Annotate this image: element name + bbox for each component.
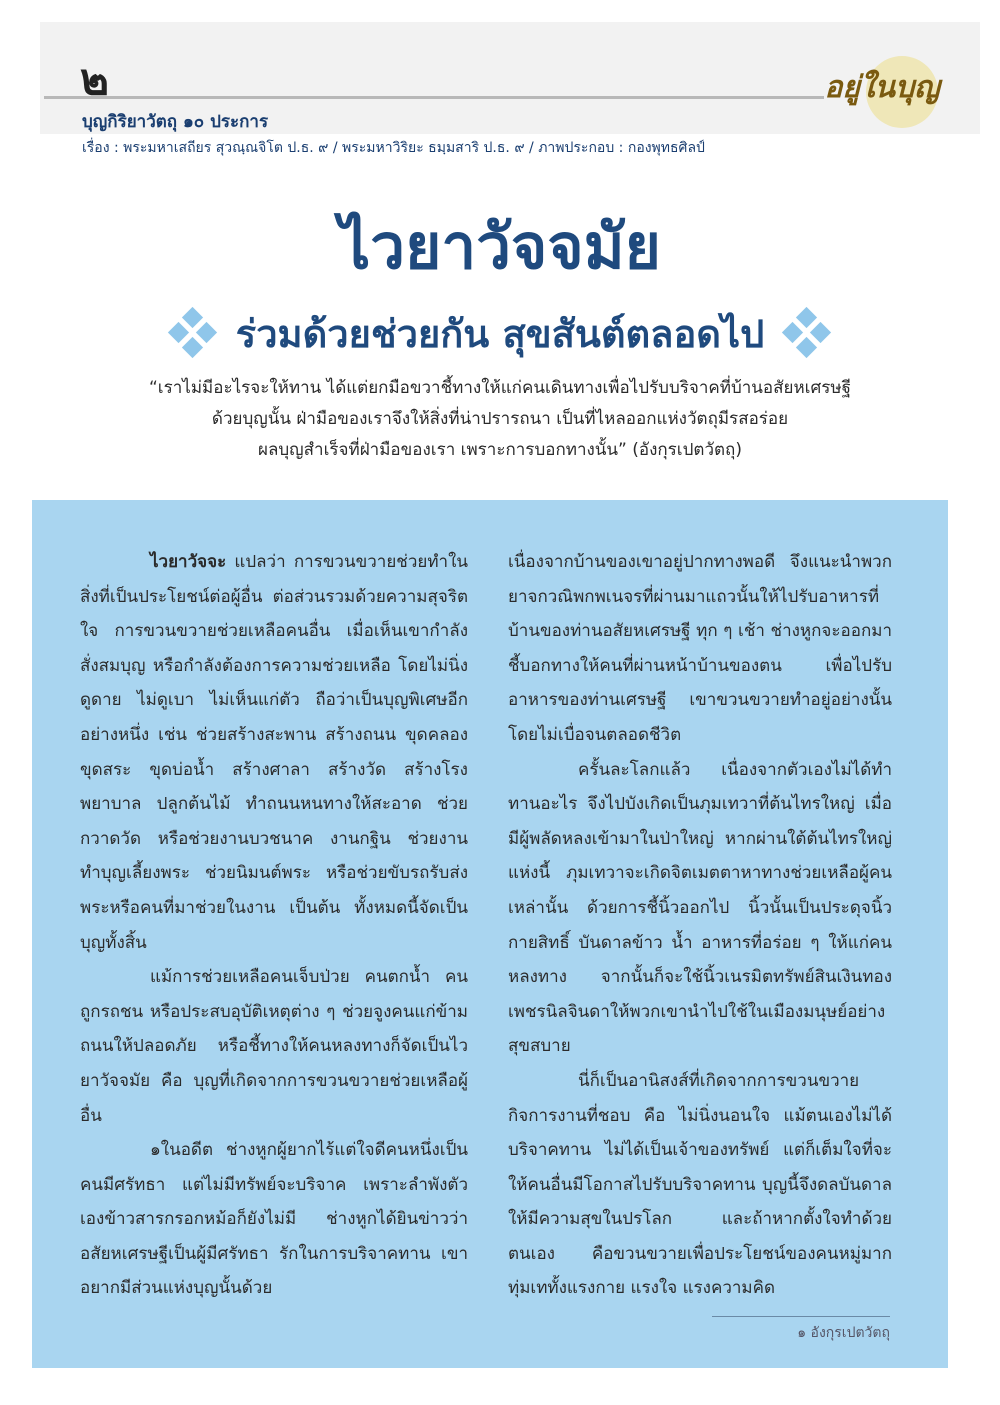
- article-title: ไวยาวัจจมัย: [339, 210, 661, 283]
- footnote: ๑ อังกุรเปตวัตถุ: [797, 1325, 890, 1341]
- credits: เรื่อง : พระมหาเสถียร สุวณฺณจิโต ป.ธ. ๙ / พระมหาวิริยะ ธมฺมสาริ ป.ธ. ๙ / ภาพประกอบ : กองพุทธศิลป์: [82, 140, 705, 156]
- footnote-divider: [712, 1316, 890, 1317]
- diamond-ornament-right: [782, 308, 832, 358]
- paragraph: เนื่องจากบ้านของเขาอยู่ปากทางพอดี จึงแนะนำพวกยาจกวณิพกพเนจรที่ผ่านมาแถวนั้นให้ไปรับอาหารที่บ้านของท่านอสัยหเศรษฐี ทุก ๆ เช้า ช่างหูกจะออกมาชี้บอกทางให้คนที่ผ่านหน้าบ้านของตน เพื่อไปรับอาหารของท่านเศรษฐี เขาขวนขวายทำอยู่อย่างนั้นโดยไม่เบื่อจนตลอดชีวิต: [508, 552, 892, 745]
- body-column-left: [80, 545, 468, 1306]
- logo-text: อยู่ในบุญ: [824, 70, 940, 105]
- paragraph: [80, 545, 468, 960]
- quote-line: ด้วยบุญนั้น ฝ่ามือของเราจึงให้สิ่งที่น่าปรารถนา เป็นที่ไหลออกแห่งวัตถุมีรสอร่อย: [211, 409, 789, 429]
- series-title: บุญกิริยาวัตถุ ๑๐ ประการ: [82, 112, 269, 132]
- header-divider: [44, 96, 824, 99]
- page-number: ๒: [80, 54, 110, 105]
- lead-term: ไวยาวัจจะ: [150, 552, 227, 572]
- paragraph: ๑ในอดีต ช่างหูกผู้ยากไร้แต่ใจดีคนหนึ่งเป็นคนมีศรัทธา แต่ไม่มีทรัพย์จะบริจาค เพราะลำพังตัวเองข้าวสารกรอกหม้อก็ยังไม่มี ช่างหูกได้ยินข่าวว่าอสัยหเศรษฐีเป็นผู้มีศรัทธา รักในการบริจาคทาน เขาอยากมีส่วนแห่งบุญนั้นด้วย: [80, 1140, 468, 1299]
- paragraph: นี่ก็เป็นอานิสงส์ที่เกิดจากการขวนขวายกิจการงานที่ชอบ คือ ไม่นิ่งนอนใจ แม้ตนเองไม่ได้บริจาคทาน ไม่ได้เป็นเจ้าของทรัพย์ แต่ก็เต็มใจที่จะให้คนอื่นมีโอกาสไปรับบริจาคทาน บุญนี้จึงดลบันดาลให้มีความสุขในปรโลก และถ้าหากตั้งใจทำด้วยตนเอง คือขวนขวายเพื่อประโยชน์ของคนหมู่มาก ทุ่มเททั้งแรงกาย แรงใจ แรงความคิด: [508, 1070, 892, 1299]
- epigraph-quote: [90, 373, 910, 466]
- paragraph: ครั้นละโลกแล้ว เนื่องจากตัวเองไม่ได้ทำทานอะไร จึงไปบังเกิดเป็นภุมเทวาที่ต้นไทรใหญ่ เมื่อมีผู้พลัดหลงเข้ามาในป่าใหญ่ หากผ่านใต้ต้นไทรใหญ่แห่งนี้ ภุมเทวาจะเกิดจิตเมตตาหาทางช่วยเหลือผู้คนเหล่านั้น ด้วยการชี้นิ้วออกไป นิ้วนั้นเป็นประดุจนิ้วกายสิทธิ์ บันดาลข้าว น้ำ อาหารที่อร่อย ๆ ให้แก่คนหลงทาง จากนั้นก็จะใช้นิ้วเนรมิตทรัพย์สินเงินทอง เพชรนิลจินดาให้พวกเขานำไปใช้ในเมืองมนุษย์อย่างสุขสบาย: [508, 759, 892, 1057]
- paragraph: แม้การช่วยเหลือคนเจ็บป่วย คนตกน้ำ คนถูกรถชน หรือประสบอุบัติเหตุต่าง ๆ ช่วยจูงคนแก่ข้ามถนนให้ปลอดภัย หรือชี้ทางให้คนหลงทางก็จัดเป็นไวยาวัจจมัย คือ บุญที่เกิดจากการขวนขวายช่วยเหลือผู้อื่น: [80, 967, 468, 1126]
- subtitle-row: [0, 298, 1000, 368]
- quote-line: ผลบุญสำเร็จที่ฝ่ามือของเรา เพราะการบอกทางนั้น” (อังกุรเปตวัตถุ): [258, 440, 742, 460]
- paragraph-text: แปลว่า การขวนขวายช่วยทำในสิ่งที่เป็นประโยชน์ต่อผู้อื่น ต่อส่วนรวมด้วยความสุจริตใจ การขวนขวายช่วยเหลือคนอื่น เมื่อเห็นเขากำลังสั่งสมบุญ หรือกำลังต้องการความช่วยเหลือ โดยไม่นิ่งดูดาย ไม่ดูเบา ไม่เห็นแก่ตัว ถือว่าเป็นบุญพิเศษอีกอย่างหนึ่ง เช่น ช่วยสร้างสะพาน สร้างถนน ขุดคลอง ขุดสระ ขุดบ่อน้ำ สร้างศาลา สร้างวัด สร้างโรงพยาบาล ปลูกต้นไม้ ทำถนนหนทางให้สะอาด ช่วยกวาดวัด หรือช่วยงานบวชนาค งานกฐิน ช่วยงานทำบุญเลี้ยงพระ ช่วยนิมนต์พระ หรือช่วยขับรถรับส่งพระหรือคนที่มาช่วยในงาน เป็นต้น ทั้งหมดนี้จัดเป็นบุญทั้งสิ้น: [80, 552, 468, 953]
- quote-line: “เราไม่มีอะไรจะให้ทาน ได้แต่ยกมือขวาชี้ทางให้แก่คนเดินทางเพื่อไปรับบริจาคที่บ้านอสัยหเศรษฐี: [148, 378, 851, 398]
- body-column-right: [508, 545, 892, 1306]
- magazine-logo: [822, 52, 942, 132]
- article-subtitle: ร่วมด้วยช่วยกัน สุขสันต์ตลอดไป: [235, 311, 765, 356]
- diamond-ornament-left: [168, 308, 218, 358]
